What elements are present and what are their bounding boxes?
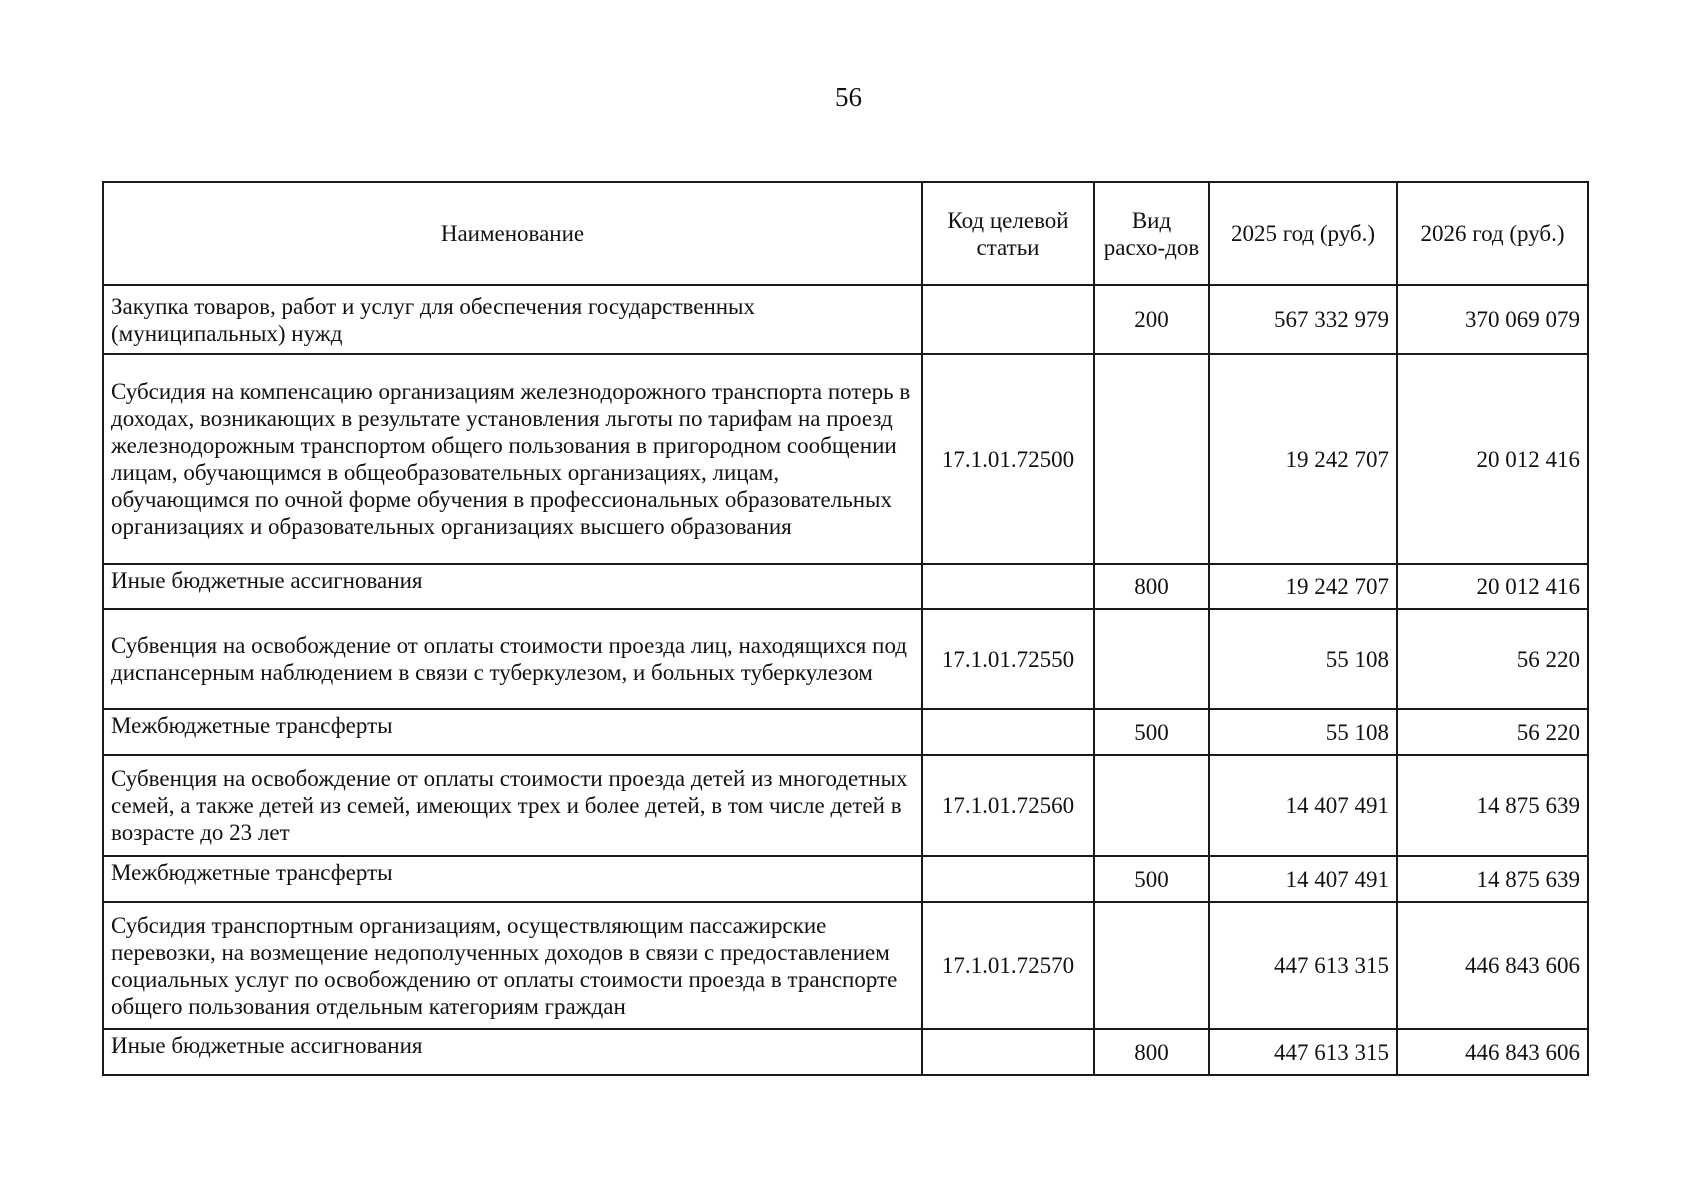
- row-year-2025: 567 332 979: [1209, 285, 1397, 354]
- row-year-2026: 446 843 606: [1397, 1029, 1588, 1075]
- header-name: Наименование: [103, 182, 922, 285]
- row-year-2025: 55 108: [1209, 709, 1397, 755]
- row-type: [1094, 609, 1209, 709]
- header-year-2026: 2026 год (руб.): [1397, 182, 1588, 285]
- row-type: [1094, 902, 1209, 1029]
- row-year-2026: 56 220: [1397, 709, 1588, 755]
- row-year-2026: 20 012 416: [1397, 354, 1588, 564]
- row-name: Субвенция на освобождение от оплаты стоимости проезда лиц, находящихся под диспансерным наблюдением в связи с туберкулезом, и больных туберкулезом: [103, 609, 922, 709]
- row-name: Субвенция на освобождение от оплаты стоимости проезда детей из многодетных семей, а также детей из семей, имеющих трех и более детей, в том числе детей в возрасте до 23 лет: [103, 755, 922, 856]
- row-year-2026: 446 843 606: [1397, 902, 1588, 1029]
- row-code: 17.1.01.72550: [922, 609, 1094, 709]
- table-row: [103, 354, 1588, 564]
- row-code: 17.1.01.72560: [922, 755, 1094, 856]
- row-name: Субсидия на компенсацию организациям железнодорожного транспорта потерь в доходах, возникающих в результате установления льготы по тарифам на проезд железнодорожным транспортом общего пользования в пригородном сообщении лицам, обучающимся в общеобразовательных организациях, лицам, обучающимся по очной форме обучения в профессиональных образовательных организациях и образовательных организациях высшего образования: [103, 354, 922, 564]
- row-name: Закупка товаров, работ и услуг для обеспечения государственных (муниципальных) нужд: [103, 285, 922, 354]
- row-name: Межбюджетные трансферты: [103, 856, 922, 902]
- row-year-2025: 19 242 707: [1209, 354, 1397, 564]
- table-row: [103, 609, 1588, 709]
- header-code: Код целевой статьи: [922, 182, 1094, 285]
- row-code: 17.1.01.72570: [922, 902, 1094, 1029]
- row-type: 800: [1094, 1029, 1209, 1075]
- header-type: Вид расхо-дов: [1094, 182, 1209, 285]
- table-row: [103, 1029, 1588, 1075]
- row-year-2026: 14 875 639: [1397, 755, 1588, 856]
- header-year-2025: 2025 год (руб.): [1209, 182, 1397, 285]
- table-row: [103, 755, 1588, 856]
- row-type: 800: [1094, 564, 1209, 609]
- budget-table: [102, 181, 1589, 1076]
- row-code: [922, 285, 1094, 354]
- row-year-2026: 56 220: [1397, 609, 1588, 709]
- row-name: Межбюджетные трансферты: [103, 709, 922, 755]
- row-type: 500: [1094, 709, 1209, 755]
- row-year-2025: 19 242 707: [1209, 564, 1397, 609]
- row-name: Иные бюджетные ассигнования: [103, 1029, 922, 1075]
- row-year-2025: 55 108: [1209, 609, 1397, 709]
- row-code: [922, 709, 1094, 755]
- page-number: 56: [835, 82, 862, 112]
- row-code: 17.1.01.72500: [922, 354, 1094, 564]
- table-row: [103, 709, 1588, 755]
- row-code: [922, 856, 1094, 902]
- table-row: [103, 564, 1588, 609]
- table-header-row: [103, 182, 1588, 285]
- row-name: Субсидия транспортным организациям, осуществляющим пассажирские перевозки, на возмещение недополученных доходов в связи с предоставлением социальных услуг по освобождению от оплаты стоимости проезда в транспорте общего пользования отдельным категориям граждан: [103, 902, 922, 1029]
- row-type: [1094, 755, 1209, 856]
- table-row: [103, 902, 1588, 1029]
- row-code: [922, 564, 1094, 609]
- row-year-2026: 20 012 416: [1397, 564, 1588, 609]
- table-row: [103, 285, 1588, 354]
- row-year-2026: 14 875 639: [1397, 856, 1588, 902]
- table-row: [103, 856, 1588, 902]
- row-year-2025: 14 407 491: [1209, 755, 1397, 856]
- row-name: Иные бюджетные ассигнования: [103, 564, 922, 609]
- row-year-2025: 447 613 315: [1209, 902, 1397, 1029]
- row-code: [922, 1029, 1094, 1075]
- row-type: 200: [1094, 285, 1209, 354]
- row-year-2025: 14 407 491: [1209, 856, 1397, 902]
- row-type: [1094, 354, 1209, 564]
- row-year-2025: 447 613 315: [1209, 1029, 1397, 1075]
- row-type: 500: [1094, 856, 1209, 902]
- row-year-2026: 370 069 079: [1397, 285, 1588, 354]
